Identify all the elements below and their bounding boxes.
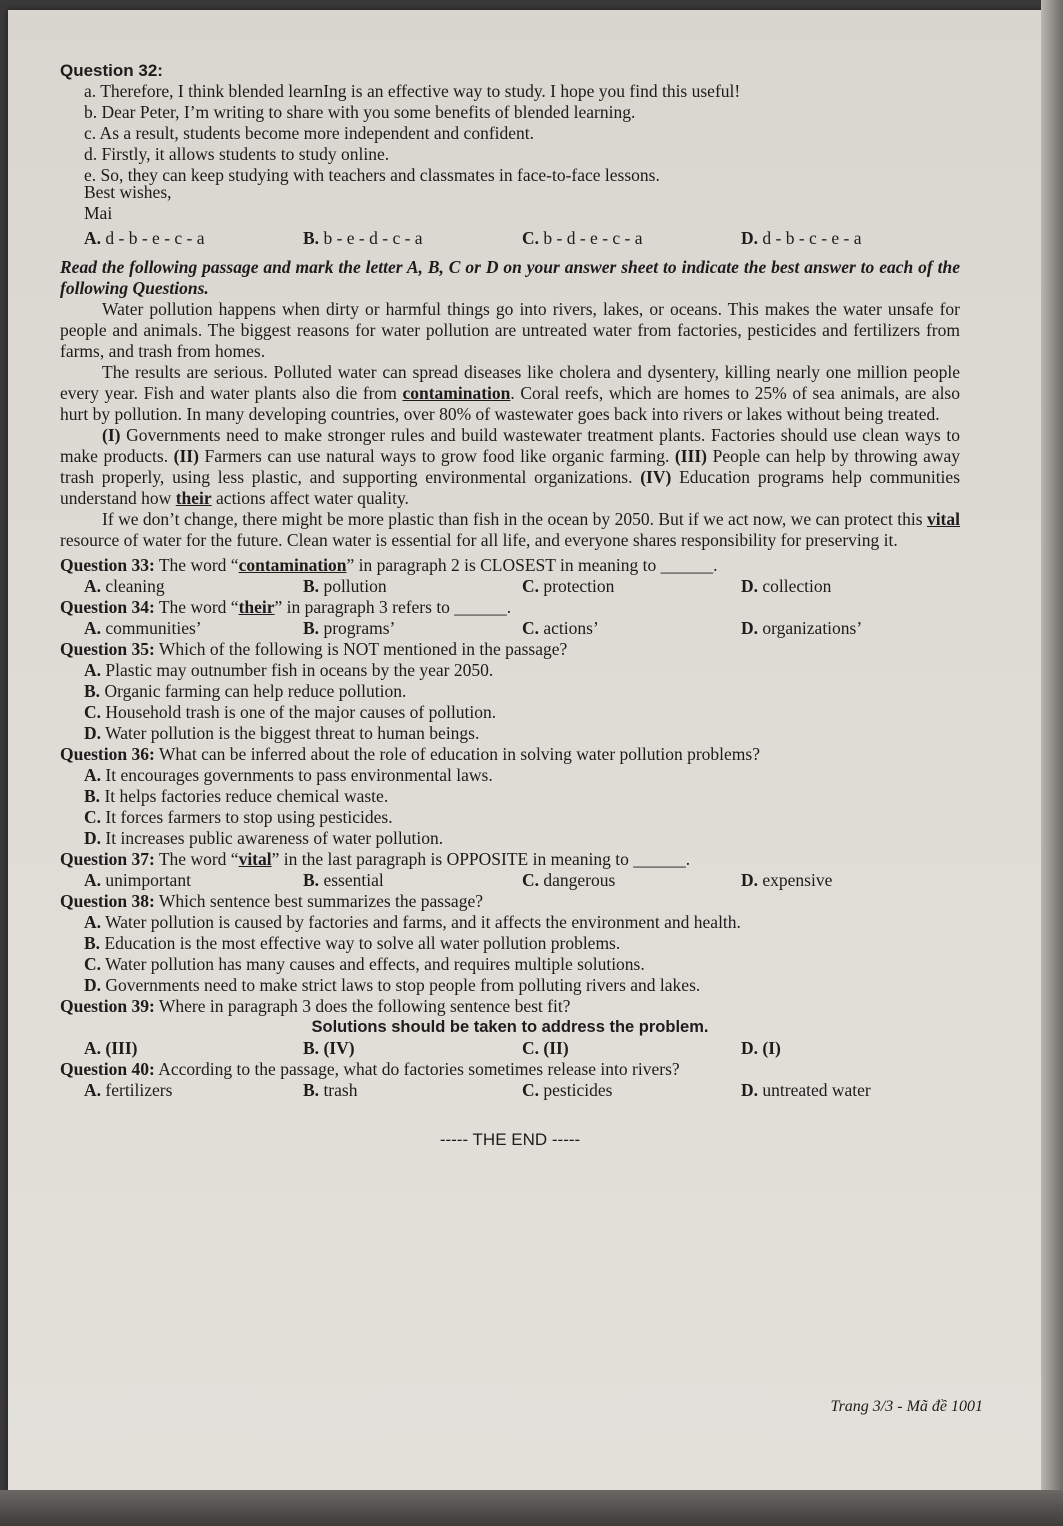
q32-item-c: c. As a result, students become more independent and confident. [84,123,535,143]
the-end-marker: ----- THE END ----- [439,1130,581,1149]
question-40-stem: Question 40: According to the passage, what do factories sometimes release into rivers? [60,1059,680,1079]
q36-option-c[interactable]: C. It forces farmers to stop using pesticides. [84,807,393,827]
q39-option-c[interactable]: C. (II) [522,1038,569,1058]
q32-item-a: a. Therefore, I think blended learnIng is an effective way to study. I hope you find this useful! [84,81,741,101]
q32-item-b: b. Dear Peter, I’m writing to share with you some benefits of blended learning. [84,102,636,122]
question-38-stem: Question 38: Which sentence best summarizes the passage? [60,891,483,911]
q33-options [60,576,960,597]
q40-option-b[interactable]: B. trash [303,1080,358,1100]
passage-paragraph-4: If we don’t change, there might be more plastic than fish in the ocean by 2050. But if we act now, we can protect this vital resource of water for the future. Clean water is essential for all life, and everyone shares responsibility for preserving it. [60,509,960,550]
q35-option-b[interactable]: B. Organic farming can help reduce pollution. [84,681,407,701]
q37-option-d[interactable]: D. expensive [741,870,833,890]
question-37-stem: Question 37: The word “vital” in the last paragraph is OPPOSITE in meaning to ______. [60,849,691,869]
q36-option-a[interactable]: A. It encourages governments to pass environmental laws. [84,765,493,785]
q38-option-d[interactable]: D. Governments need to make strict laws to stop people from polluting rivers and lakes. [84,975,701,995]
q32-closing: Best wishes, [84,182,172,202]
question-34-stem: Question 34: The word “their” in paragraph 3 refers to ______. [60,597,512,617]
q40-option-a[interactable]: A. fertilizers [84,1080,173,1100]
q34-option-d[interactable]: D. organizations’ [741,618,863,638]
question-35-stem: Question 35: Which of the following is NOT mentioned in the passage? [60,639,568,659]
q35-option-d[interactable]: D. Water pollution is the biggest threat to human beings. [84,723,480,743]
q32-option-c[interactable]: C. b - d - e - c - a [522,228,643,248]
q33-option-d[interactable]: D. collection [741,576,832,596]
q32-item-d: d. Firstly, it allows students to study online. [84,144,390,164]
q37-option-b[interactable]: B. essential [303,870,384,890]
q36-option-b[interactable]: B. It helps factories reduce chemical waste. [84,786,389,806]
q32-option-d[interactable]: D. d - b - c - e - a [741,228,862,248]
q32-signature: Mai [84,203,113,223]
reading-instruction: Read the following passage and mark the letter A, B, C or D on your answer sheet to indicate the best answer to each of the following Questions. [60,257,960,298]
question-39-stem: Question 39: Where in paragraph 3 does the following sentence best fit? [60,996,571,1016]
q40-options [60,1080,960,1101]
q39-option-b[interactable]: B. (IV) [303,1038,355,1058]
passage-paragraph-3: (I) Governments need to make stronger rules and build wastewater treatment plants. Factories should use clean ways to make products. (II) Farmers can use natural ways to grow food like organic farming. (III) People can help by throwing away trash properly, using less plastic, and supporting environmental organizations. (IV) Education programs help communities understand how their actions affect water quality. [60,425,960,508]
q38-option-c[interactable]: C. Water pollution has many causes and effects, and requires multiple solutions. [84,954,645,974]
q34-option-b[interactable]: B. programs’ [303,618,396,638]
q32-options [60,228,960,249]
exam-content [60,60,960,1150]
q39-option-d[interactable]: D. (I) [741,1038,781,1058]
q35-option-a[interactable]: A. Plastic may outnumber fish in oceans by the year 2050. [84,660,494,680]
q40-option-c[interactable]: C. pesticides [522,1080,613,1100]
q39-options [60,1038,960,1059]
q34-options [60,618,960,639]
q33-option-c[interactable]: C. protection [522,576,615,596]
background-edge [1041,0,1063,1526]
q40-option-d[interactable]: D. untreated water [741,1080,871,1100]
q39-sentence: Solutions should be taken to address the problem. [311,1018,709,1036]
background-bottom [0,1490,1063,1526]
question-33-stem: Question 33: The word “contamination” in paragraph 2 is CLOSEST in meaning to ______. [60,555,718,575]
passage-paragraph-2: The results are serious. Polluted water can spread diseases like cholera and dysentery, killing nearly one million people every year. Fish and water plants also die from contamination. Coral reefs, which are homes to 25% of sea animals, are also hurt by pollution. In many developing countries, over 80% of wastewater goes back into rivers or lakes without being treated. [60,362,960,424]
q36-option-d[interactable]: D. It increases public awareness of water pollution. [84,828,444,848]
q34-option-c[interactable]: C. actions’ [522,618,599,638]
q38-option-a[interactable]: A. Water pollution is caused by factories and farms, and it affects the environment and health. [84,912,741,932]
q32-item-e: e. So, they can keep studying with teachers and classmates in face-to-face lessons. [84,165,660,185]
q37-options [60,870,960,891]
q35-option-c[interactable]: C. Household trash is one of the major causes of pollution. [84,702,497,722]
passage-paragraph-1: Water pollution happens when dirty or harmful things go into rivers, lakes, or oceans. This makes the water unsafe for people and animals. The biggest reasons for water pollution are untreated water from factories, pesticides and fertilizers from farms, and trash from homes. [60,299,960,361]
q33-option-b[interactable]: B. pollution [303,576,387,596]
q38-option-b[interactable]: B. Education is the most effective way to solve all water pollution problems. [84,933,621,953]
question-32-title: Question 32: [60,61,163,80]
q32-option-b[interactable]: B. b - e - d - c - a [303,228,423,248]
question-36-stem: Question 36: What can be inferred about the role of education in solving water pollution problems? [60,744,760,764]
q33-option-a[interactable]: A. cleaning [84,576,165,596]
q39-option-a[interactable]: A. (III) [84,1038,138,1058]
q32-option-a[interactable]: A. d - b - e - c - a [84,228,205,248]
q37-option-c[interactable]: C. dangerous [522,870,616,890]
page-footer: Trang 3/3 - Mã đề 1001 [830,1398,983,1415]
q37-option-a[interactable]: A. unimportant [84,870,191,890]
q34-option-a[interactable]: A. communities’ [84,618,202,638]
